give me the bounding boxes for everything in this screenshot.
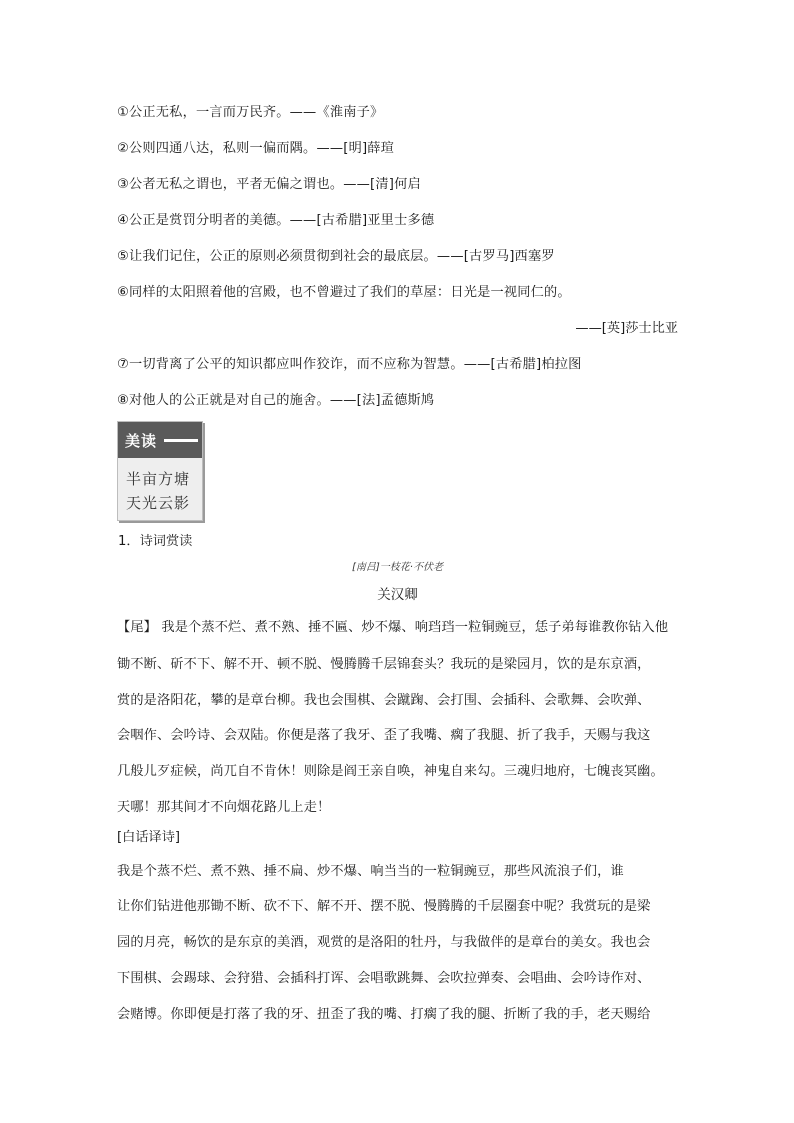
badge-header [118,422,202,458]
translation-line: 园的月亮，畅饮的是东京的美酒，观赏的是洛阳的牡丹，与我做伴的是章台的美女。我也会 [117,935,651,950]
badge-decor-line [164,439,198,442]
translation-line: 我是个蒸不烂、煮不熟、捶不扁、炒不爆、响当当的一粒铜豌豆，那些风流浪子们，谁 [117,864,624,879]
poem-title: [南吕]一枝花·不伏老 [352,562,443,573]
poem-line: 锄不断、斫不下、解不开、顿不脱、慢腾腾千层锦套头？我玩的是梁园月，饮的是东京酒， [117,657,651,672]
badge-line-1: 半亩方塘 [126,470,191,488]
poem-line: 【尾】 我是个蒸不烂、煮不熟、捶不匾、炒不爆、响珰珰一粒铜豌豆，恁子弟每谁教你钻入他 [117,620,669,635]
quote-6-attribution: ——[英]莎士比亚 [575,321,678,336]
quote-2: ②公则四通八达，私则一偏而隅。——[明]薛瑄 [117,141,395,156]
translation-line: 会赌博。你即便是打落了我的牙、扭歪了我的嘴、打瘸了我的腿、折断了我的手，老天赐给 [117,1007,651,1022]
badge-title: 美读 [125,432,158,450]
quote-4: ④公正是赏罚分明者的美德。——[古希腊]亚里士多德 [117,213,435,228]
badge-line-2: 天光云影 [126,494,191,512]
quote-3: ③公者无私之谓也，平者无偏之谓也。——[清]何启 [117,177,421,192]
translation-label: [白话译诗] [117,830,181,845]
poem-line: 几般儿歹症候，尚兀自不肯休！则除是阎王亲自唤，神鬼自来勾。三魂归地府，七魄丧冥幽。 [117,764,664,779]
quote-8: ⑧对他人的公正就是对自己的施舍。——[法]孟德斯鸠 [117,393,435,408]
translation-line: 让你们钻进他那锄不断、砍不下、解不开、摆不脱、慢腾腾的千层圈套中呢？我赏玩的是梁 [117,899,651,914]
quote-5: ⑤让我们记住，公正的原则必须贯彻到社会的最底层。——[古罗马]西塞罗 [117,249,555,264]
poem-line: 天哪！那其间才不向烟花路儿上走！ [117,800,331,815]
quote-7: ⑦一切背离了公平的知识都应叫作狡诈，而不应称为智慧。——[古希腊]柏拉图 [117,357,582,372]
quote-6: ⑥同样的太阳照着他的宫殿，也不曾避过了我们的草屋：日光是一视同仁的。 [117,285,571,300]
section-title: 1．诗词赏读 [118,534,193,549]
quote-1: ①公正无私，一言而万民齐。——《淮南子》 [117,105,384,120]
poem-line: 会咽作、会吟诗、会双陆。你便是落了我牙、歪了我嘴、瘸了我腿、折了我手，天赐与我这 [117,728,651,743]
section-badge [117,421,203,521]
poem-line: 赏的是洛阳花，攀的是章台柳。我也会围棋、会蹴踘、会打围、会插科、会歌舞、会吹弹、 [117,693,651,708]
poem-author: 关汉卿 [377,587,418,603]
translation-line: 下围棋、会踢球、会狩猎、会插科打诨、会唱歌跳舞、会吹拉弹奏、会唱曲、会吟诗作对、 [117,971,651,986]
